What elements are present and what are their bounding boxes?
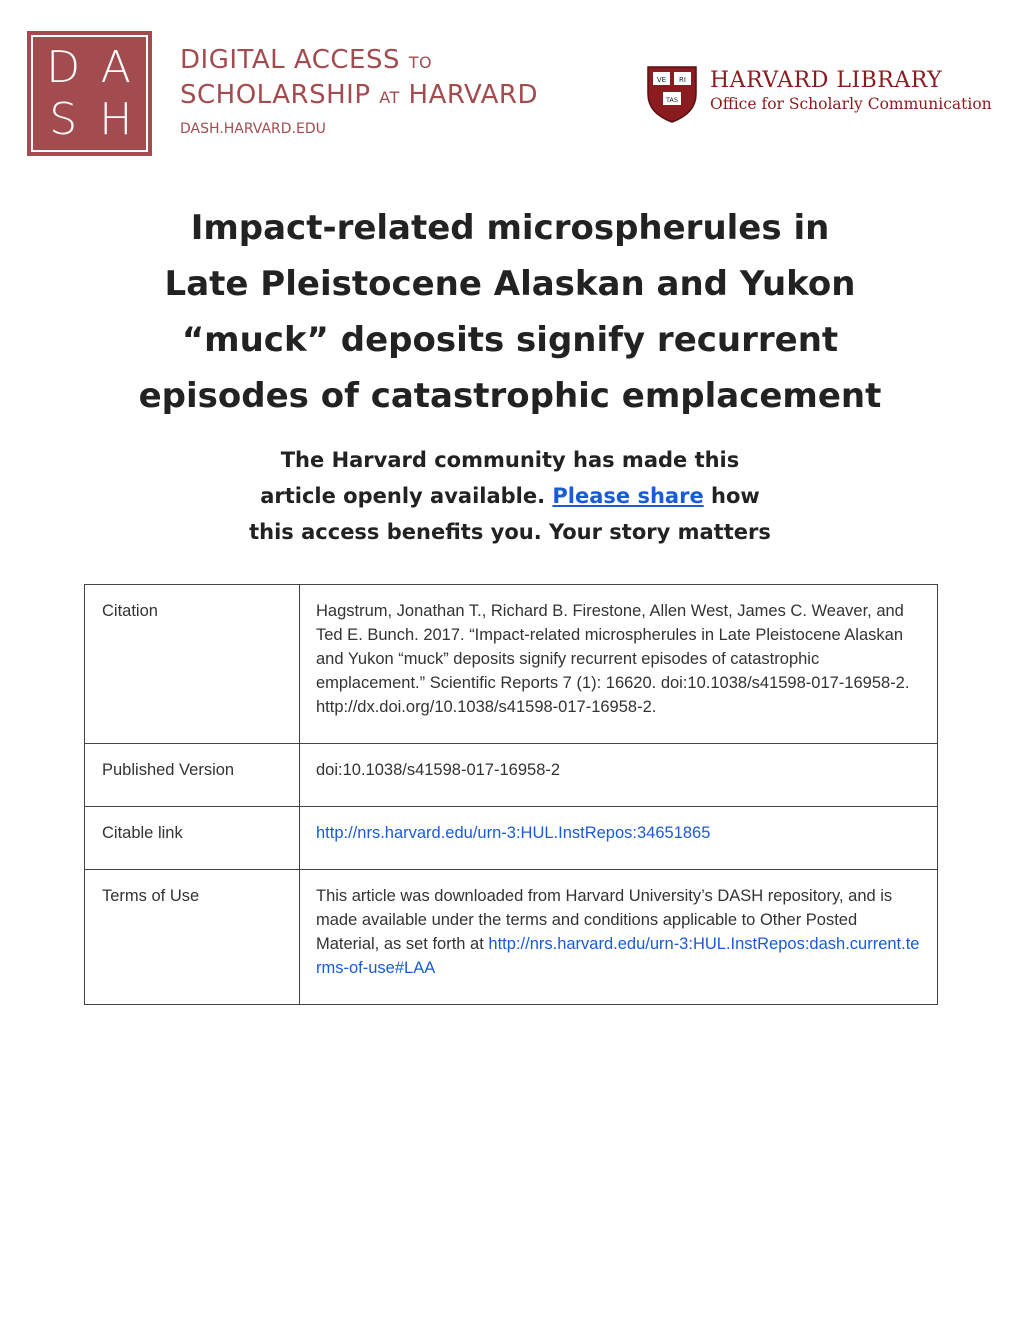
title-line: Late Pleistocene Alaskan and Yukon xyxy=(164,264,856,304)
published-label: Published Version xyxy=(85,744,300,807)
title-line: “muck” deposits signify recurrent xyxy=(181,320,839,360)
dash-title xyxy=(180,44,538,114)
harvard-library-logo xyxy=(710,68,992,114)
table-row xyxy=(85,870,938,1005)
notice-line: article openly available. xyxy=(260,484,546,508)
please-share-link[interactable]: Please share xyxy=(552,484,704,508)
dash-title-harvard: HARVARD xyxy=(408,80,539,110)
dash-logo-letter: D xyxy=(46,41,81,93)
harvard-shield-icon xyxy=(645,64,699,124)
harvard-library-title: HARVARD LIBRARY xyxy=(710,68,943,93)
share-notice xyxy=(180,442,840,550)
dash-title-to: TO xyxy=(408,53,433,72)
dash-title-scholarship: SCHOLARSHIP xyxy=(180,80,371,110)
dash-logo-letter: H xyxy=(99,94,133,146)
dash-title-line1: DIGITAL ACCESS xyxy=(180,45,400,75)
dash-logo-letter: A xyxy=(100,41,131,93)
notice-line: The Harvard community has made this xyxy=(280,448,740,472)
terms-link[interactable]: http://nrs.harvard.edu/urn-3:HUL.InstRepos:dash.current.terms-of-use#LAA xyxy=(316,935,920,977)
citation-label: Citation xyxy=(85,585,300,744)
table-row xyxy=(85,585,938,744)
table-row xyxy=(85,744,938,807)
citable-link[interactable]: http://nrs.harvard.edu/urn-3:HUL.InstRepos:34651865 xyxy=(316,824,711,842)
citable-label: Citable link xyxy=(85,807,300,870)
title-line: Impact-related microspherules in xyxy=(190,208,830,248)
published-text: doi:10.1038/s41598-017-16958-2 xyxy=(300,744,938,807)
article-title xyxy=(60,200,960,424)
title-line: episodes of catastrophic emplacement xyxy=(138,376,882,416)
terms-cell xyxy=(300,870,938,1005)
notice-line: this access benefits you. Your story matters xyxy=(249,520,771,544)
terms-text: This article was downloaded from Harvard University’s DASH repository, and is made available under the terms and conditions applicable to Other Posted Material, as set forth at xyxy=(316,887,893,953)
dash-title-at: AT xyxy=(379,88,400,107)
notice-line: how xyxy=(711,484,760,508)
dash-url: DASH.HARVARD.EDU xyxy=(180,121,326,137)
shield-text: VE xyxy=(656,76,667,84)
harvard-office: Office for Scholarly Communication xyxy=(710,95,992,113)
shield-text: TAS xyxy=(665,96,679,104)
shield-text: RI xyxy=(679,76,686,84)
citation-text: Hagstrum, Jonathan T., Richard B. Firestone, Allen West, James C. Weaver, and Ted E. Bunch. 2017. “Impact-related microspherules in Late Pleistocene Alaskan and Yukon “muck” deposits signify recurrent episodes of catastrophic emplacement.” Scientific Reports 7 (1): 16620. doi:10.1038/s41598-017-16958-2. http://dx.doi.org/10.1038/s41598-017-16958-2. xyxy=(300,585,938,744)
terms-label: Terms of Use xyxy=(85,870,300,1005)
dash-logo-letter: S xyxy=(49,94,78,146)
dash-logo xyxy=(27,31,152,156)
metadata-table xyxy=(84,584,938,1005)
table-row xyxy=(85,807,938,870)
